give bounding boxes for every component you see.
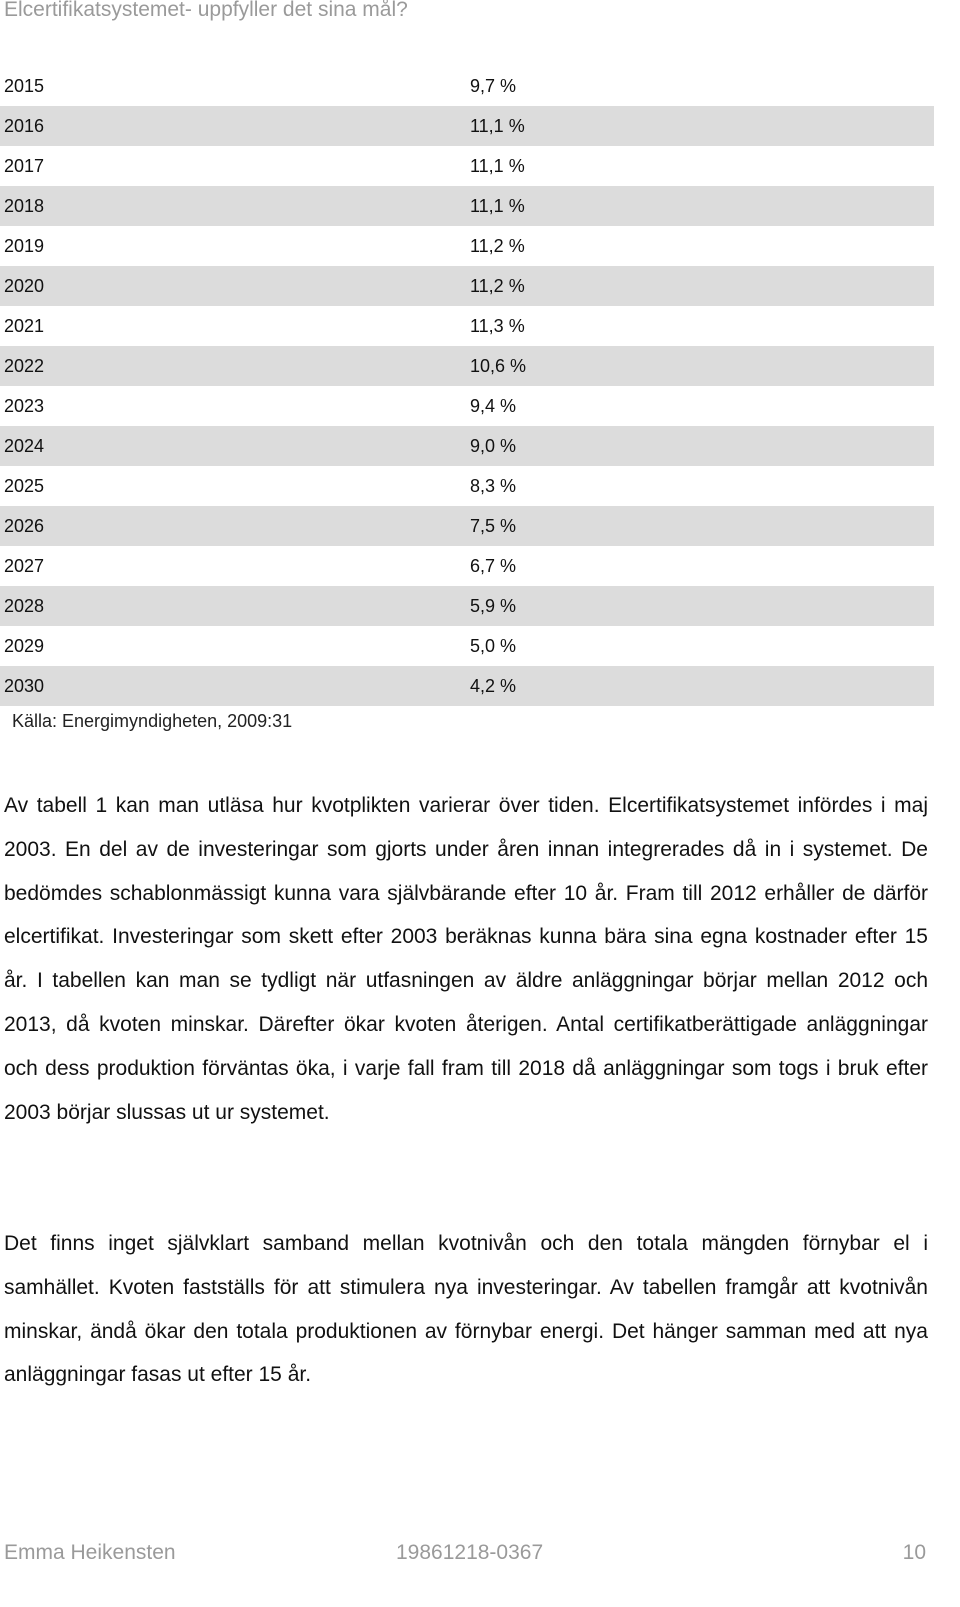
quota-cell: 11,2 % (470, 236, 525, 256)
quota-cell: 11,1 % (470, 116, 525, 136)
quota-cell: 8,3 % (470, 476, 517, 496)
year-cell: 2021 (4, 316, 45, 336)
quota-cell: 11,1 % (470, 156, 525, 176)
year-cell: 2025 (4, 476, 45, 496)
page-footer (0, 1541, 934, 1581)
year-cell: 2030 (4, 676, 45, 696)
table-row (0, 226, 934, 266)
table-row (0, 666, 934, 706)
quota-cell: 9,0 % (470, 436, 517, 456)
table-row (0, 586, 934, 626)
footer-id-number: 19861218-0367 (396, 1541, 544, 1564)
table-row (0, 66, 934, 106)
quota-cell: 11,1 % (470, 196, 525, 216)
body-paragraph: Av tabell 1 kan man utläsa hur kvotplikten varierar över tiden. Elcertifikatsystemet infördes i maj 2003. En del av de investeringar som gjorts under åren innan integrerades då in i systemet. De bedömdes schablonmässigt kunna vara självbärande efter 10 år. Fram till 2012 erhåller de därför elcertifikat. Investeringar som skett efter 2003 beräknas kunna bära sina egna kostnader efter 15 år. I tabellen kan man se tydligt när utfasningen av äldre anläggningar börjar mellan 2012 och 2013, då kvoten minskar. Därefter ökar kvoten återigen. Antal certifikatberättigade anläggningar och dess produktion förväntas öka, i varje fall fram till 2018 då anläggningar som togs i bruk efter 2003 börjar slussas ut ur systemet. (4, 794, 928, 1124)
page-header-title: Elcertifikatsystemet- uppfyller det sina mål? (4, 0, 408, 21)
table-row (0, 106, 934, 146)
footer-author: Emma Heikensten (4, 1541, 176, 1564)
year-cell: 2019 (4, 236, 45, 256)
year-cell: 2023 (4, 396, 45, 416)
table-row (0, 186, 934, 226)
body-paragraph: Det finns inget självklart samband mellan kvotnivån och den totala mängden förnybar el i samhället. Kvoten fastställs för att stimulera nya investeringar. Av tabellen framgår att kvotnivån minskar, ändå ökar den totala produktionen av förnybar energi. Det hänger samman med att nya anläggningar fasas ut efter 15 år. (4, 1232, 928, 1387)
quota-cell: 10,6 % (470, 356, 527, 376)
year-cell: 2015 (4, 76, 45, 96)
year-cell: 2020 (4, 276, 45, 296)
quota-cell: 9,4 % (470, 396, 517, 416)
year-cell: 2018 (4, 196, 45, 216)
year-cell: 2022 (4, 356, 45, 376)
table-row (0, 266, 934, 306)
year-cell: 2027 (4, 556, 45, 576)
quota-cell: 6,7 % (470, 556, 517, 576)
quota-cell: 7,5 % (470, 516, 517, 536)
footer-page-number: 10 (902, 1541, 926, 1564)
table-row (0, 386, 934, 426)
quota-cell: 5,0 % (470, 636, 517, 656)
year-cell: 2028 (4, 596, 45, 616)
table-row (0, 426, 934, 466)
quota-cell: 9,7 % (470, 76, 517, 96)
quota-cell: 11,3 % (470, 316, 525, 336)
table-row (0, 146, 934, 186)
table-row (0, 506, 934, 546)
year-cell: 2016 (4, 116, 45, 136)
quota-cell: 11,2 % (470, 276, 525, 296)
quota-table (0, 66, 934, 706)
quota-cell: 4,2 % (470, 676, 517, 696)
year-cell: 2024 (4, 436, 45, 456)
table-row (0, 346, 934, 386)
table-row (0, 306, 934, 346)
table-source-note: Källa: Energimyndigheten, 2009:31 (12, 711, 293, 731)
table-row (0, 546, 934, 586)
table-row (0, 466, 934, 506)
table-row (0, 626, 934, 666)
year-cell: 2026 (4, 516, 45, 536)
year-cell: 2029 (4, 636, 45, 656)
year-cell: 2017 (4, 156, 45, 176)
quota-cell: 5,9 % (470, 596, 517, 616)
